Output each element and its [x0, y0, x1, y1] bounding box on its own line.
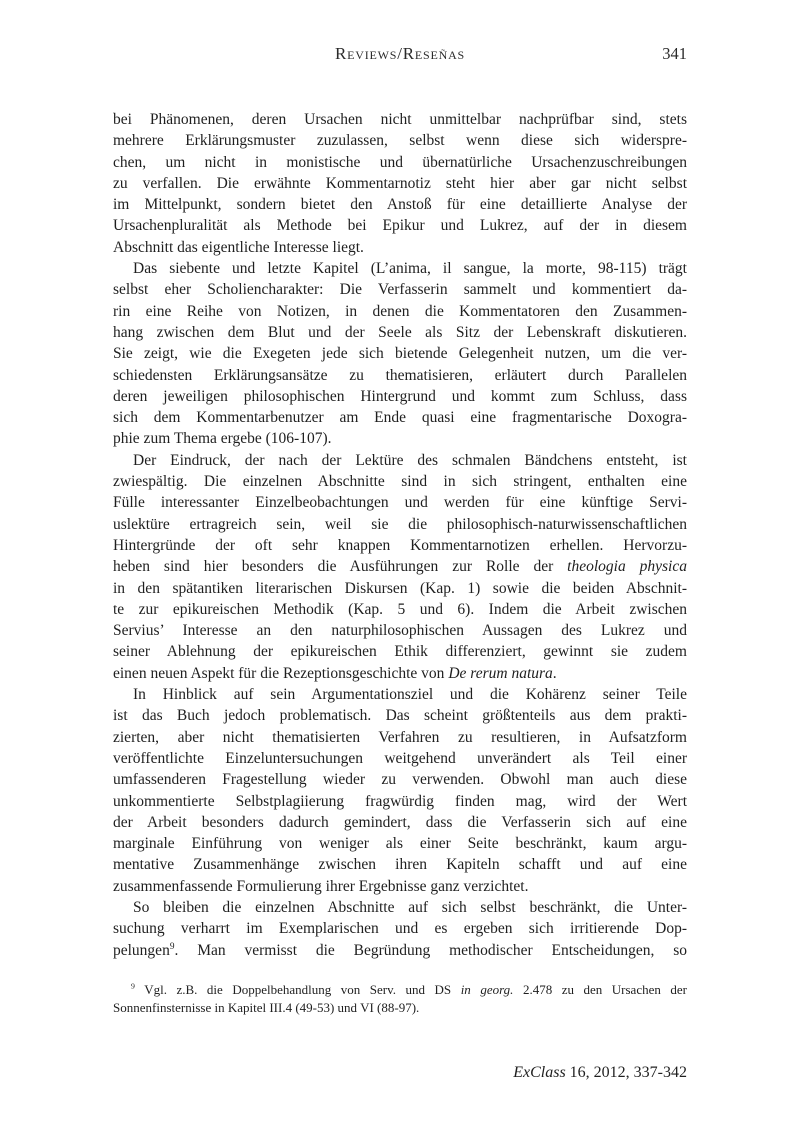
- text-line: sich dem Kommentarbenutzer am Ende quasi eine fragmentarische Doxogra-: [113, 409, 687, 427]
- text-line: zierten, aber nicht thematisierten Verfahren zu resultieren, in Aufsatzform: [113, 728, 687, 746]
- text-line: Der Eindruck, der nach der Lektüre des schmalen Bändchens entsteht, ist: [133, 451, 687, 469]
- page-header: [113, 44, 687, 64]
- text-line: einen neuen Aspekt für die Rezeptionsgeschichte von De rerum natura.: [113, 664, 557, 682]
- text-line: Servius’ Interesse an den naturphilosophischen Aussagen des Lukrez und: [113, 622, 687, 640]
- text-line: umfassenderen Fragestellung wieder zu verwenden. Obwohl man auch diese: [113, 771, 687, 789]
- text-line: pelungen$^9$. Man vermisst die Begründung methodischer Entscheidungen, so: [113, 941, 687, 959]
- text-line: ist das Buch jedoch problematisch. Das scheint größtenteils aus dem prakti-: [113, 707, 687, 725]
- text-line: im Mittelpunkt, sondern bietet den Anstoß für eine detaillierte Analyse der: [113, 196, 687, 214]
- text-line: So bleiben die einzelnen Abschnitte auf sich selbst beschränkt, die Unter-: [133, 898, 687, 916]
- text-line: unkommentierte Selbstplagiierung fragwürdig finden mag, wird der Wert: [113, 792, 687, 810]
- text-line: Sonnenfinsternisse in Kapitel III.4 (49-53) und VI (88-97).: [113, 1000, 420, 1015]
- text-line: Ursachenpluralität als Methode bei Epikur und Lukrez, auf der in diesem: [113, 217, 687, 235]
- text-line: selbst eher Scholiencharakter: Die Verfasserin sammelt und kommentiert da-: [113, 281, 687, 299]
- text-line: deren jeweiligen philosophischen Hintergrund und kommt zum Schluss, dass: [113, 387, 687, 405]
- text-line: marginale Einführung von weniger als einer Seite beschränkt, kaum argu-: [113, 835, 687, 853]
- text-line: zwiespältig. Die einzelnen Abschnitte sind in sich stringent, enthalten eine: [113, 473, 687, 491]
- text-line: rin eine Reihe von Notizen, in denen die Kommentatoren den Zusammen-: [113, 302, 687, 320]
- text-line: bei Phänomenen, deren Ursachen nicht unmittelbar nachprüfbar sind, stets: [113, 111, 687, 128]
- text-line: veröffentlichte Einzeluntersuchungen weitgehend unverändert als Teil einer: [113, 749, 687, 767]
- page-number: 341: [662, 44, 687, 63]
- text-line: chen, um nicht in monistische und übernatürliche Ursachenzuschreibungen: [113, 153, 687, 171]
- text-line: In Hinblick auf sein Argumentationsziel und die Kohärenz seiner Teile: [133, 686, 687, 704]
- text-line: zusammenfassende Formulierung ihrer Ergebnisse ganz verzichtet.: [113, 877, 529, 895]
- text-line: der Arbeit besonders dadurch gemindert, dass die Verfasserin sich auf eine: [113, 813, 687, 831]
- text-line: phie zum Thema ergebe (106-107).: [113, 430, 332, 448]
- text-line: Abschnitt das eigentliche Interesse liegt.: [113, 238, 364, 256]
- text-line: Sie zeigt, wie die Exegeten jede sich bietende Gelegenheit nutzen, um die ver-: [113, 345, 687, 363]
- text-line: te zur epikureischen Methodik (Kap. 5 und 6). Indem die Arbeit zwischen: [113, 600, 687, 618]
- text-line: Hintergründe der oft sehr knappen Kommentarnotizen erhellen. Hervorzu-: [113, 536, 687, 554]
- journal-citation: ExClass 16, 2012, 337-342: [513, 1064, 687, 1081]
- text-line: mentative Zusammenhänge zwischen ihren Kapiteln schafft und auf eine: [113, 856, 687, 874]
- text-line: in den spätantiken literarischen Diskursen (Kap. 1) sowie die beiden Abschnit-: [113, 579, 687, 597]
- text-line: Das siebente und letzte Kapitel (L’anima, il sangue, la morte, 98-115) trägt: [133, 260, 687, 278]
- running-head-title: Reviews/Reseñas: [334, 44, 466, 63]
- footnote-block: [113, 981, 687, 1017]
- text-line: zu verfallen. Die erwähnte Kommentarnotiz steht hier aber gar nicht selbst: [113, 174, 687, 192]
- text-line: hang zwischen dem Blut und der Seele als Sitz der Lebenskraft diskutieren.: [113, 323, 687, 341]
- text-line: seiner Ablehnung der epikureischen Ethik differenziert, gewinnt sie zudem: [113, 643, 687, 661]
- text-line: mehrere Erklärungsmuster zuzulassen, selbst wenn diese sich widerspre-: [113, 132, 687, 150]
- text-line: schiedensten Erklärungsansätze zu thematisieren, erläutert durch Parallelen: [113, 366, 687, 384]
- text-line: heben sind hier besonders die Ausführungen zur Rolle der theologia physica: [113, 558, 687, 576]
- text-line: $^9$ Vgl. z.B. die Doppelbehandlung von Serv. und DS in georg. 2.478 zu den Ursachen der: [131, 981, 687, 997]
- text-line: Fülle interessanter Einzelbeobachtungen und werden für eine künftige Servi-: [113, 494, 687, 512]
- text-line: uslektüre ertragreich sein, weil sie die philosophisch-naturwissenschaftlichen: [113, 515, 687, 533]
- review-body-text: [113, 109, 687, 961]
- text-line: suchung verharrt im Exemplarischen und es ergeben sich irritierende Dop-: [113, 920, 687, 938]
